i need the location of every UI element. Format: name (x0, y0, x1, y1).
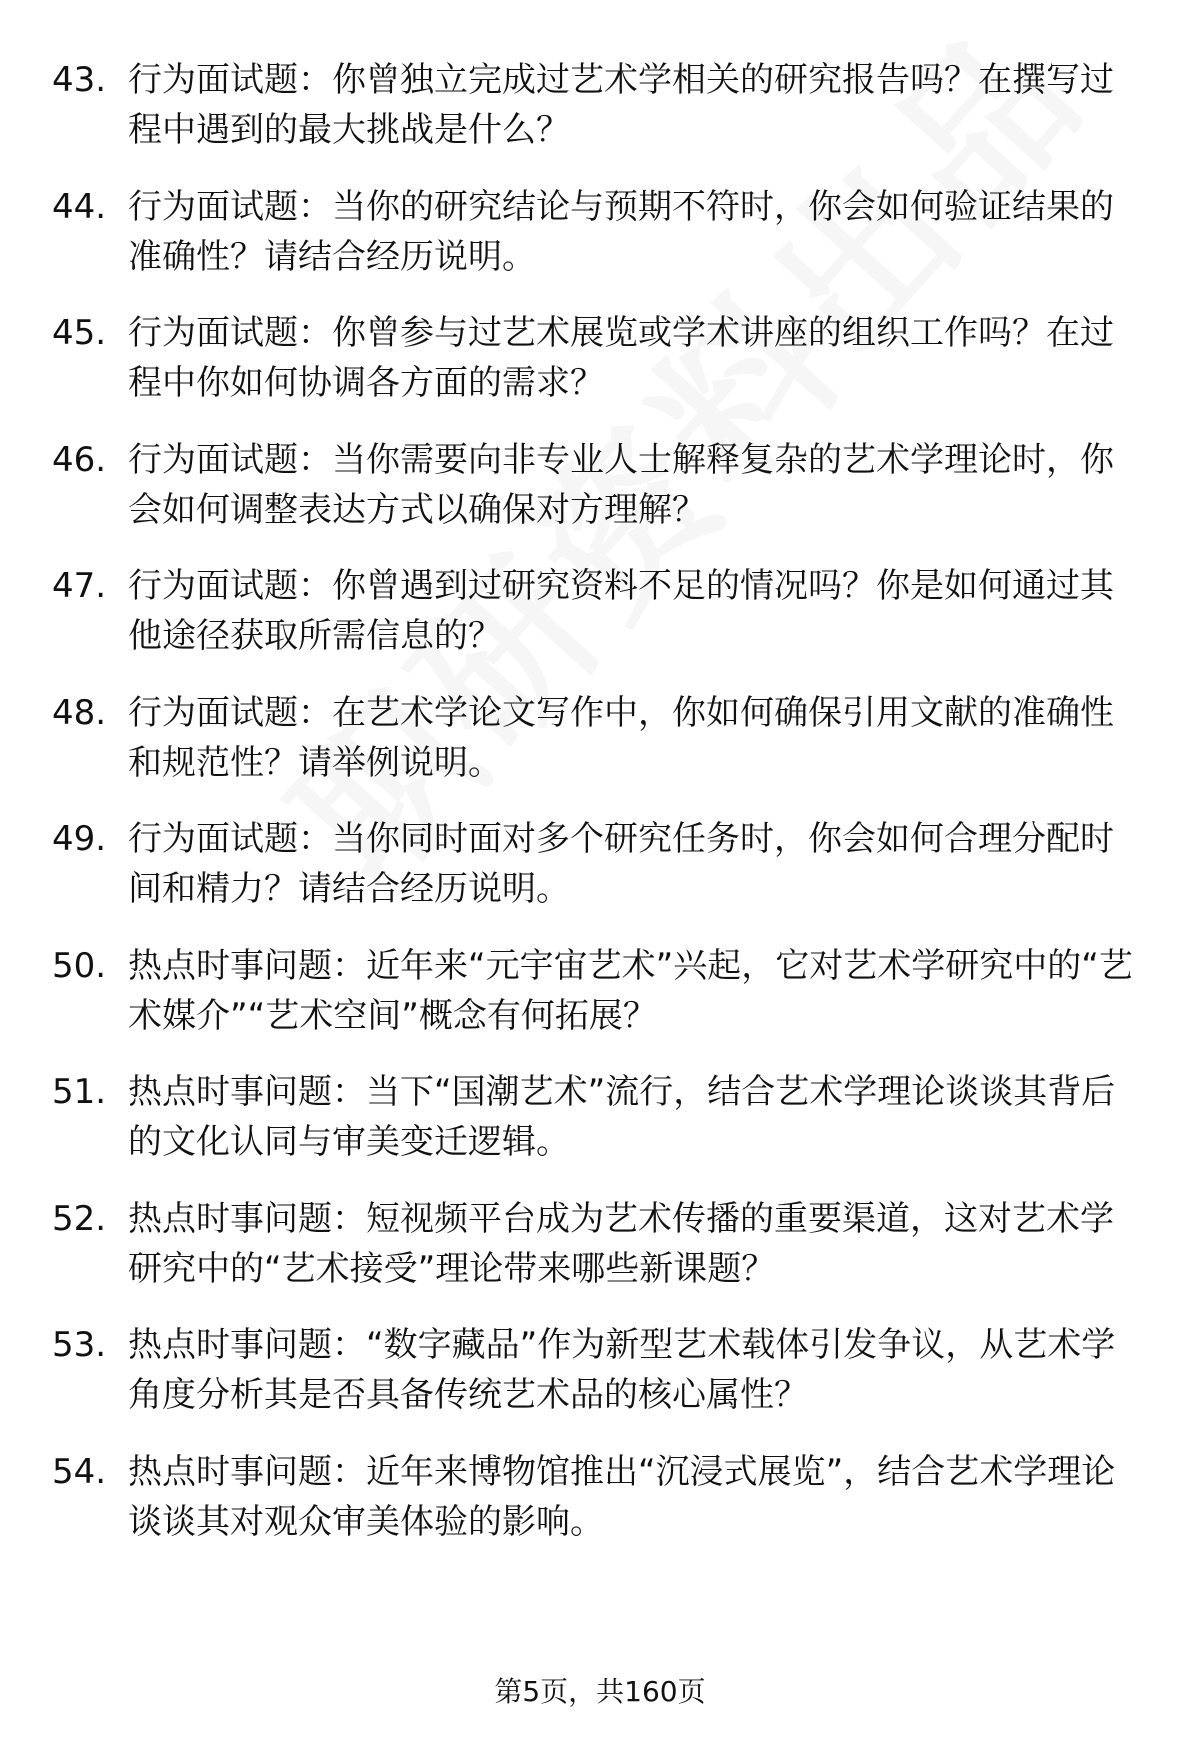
question-text: 行为面试题：你曾独立完成过艺术学相关的研究报告吗？在撰写过程中遇到的最大挑战是什么？ (128, 60, 1114, 150)
question-number: 51. (52, 1072, 107, 1112)
question-item (52, 688, 1152, 788)
question-item (52, 435, 1152, 535)
question-text: 行为面试题：你曾参与过艺术展览或学术讲座的组织工作吗？在过程中你如何协调各方面的需求？ (128, 313, 1114, 403)
question-text: 热点时事问题：近年来博物馆推出“沉浸式展览”，结合艺术学理论谈谈其对观众审美体验的影响。 (128, 1451, 1116, 1542)
question-number: 48. (52, 692, 107, 733)
question-item (52, 182, 1152, 282)
question-number: 53. (52, 1325, 107, 1365)
question-number: 54. (52, 1451, 107, 1492)
question-number: 45. (52, 313, 107, 353)
question-text: 热点时事问题：短视频平台成为艺术传播的重要渠道，这对艺术学研究中的“艺术接受”理论带来哪些新课题？ (128, 1198, 1114, 1289)
question-number: 46. (52, 439, 107, 480)
question-item (52, 308, 1152, 408)
page-footer: 第5页，共160页 (494, 1675, 706, 1708)
question-text: 热点时事问题：近年来“元宇宙艺术”兴起，它对艺术学研究中的“艺术媒介”“艺术空间”概念有何拓展？ (128, 945, 1133, 1036)
question-item (52, 1447, 1152, 1547)
question-number: 44. (52, 186, 107, 227)
question-text: 热点时事问题：当下“国潮艺术”流行，结合艺术学理论谈谈其背后的文化认同与审美变迁逻辑。 (128, 1072, 1116, 1162)
question-item (52, 55, 1152, 155)
question-item (52, 561, 1152, 661)
question-item (52, 814, 1152, 914)
question-text: 行为面试题：在艺术学论文写作中，你如何确保引用文献的准确性和规范性？请举例说明。 (128, 692, 1114, 783)
question-number: 50. (52, 945, 107, 986)
question-item (52, 1194, 1152, 1294)
question-text: 行为面试题：当你需要向非专业人士解释复杂的艺术学理论时，你会如何调整表达方式以确保对方理解？ (128, 439, 1114, 530)
question-number: 47. (52, 566, 107, 606)
question-number: 49. (52, 819, 107, 859)
question-text: 行为面试题：你曾遇到过研究资料不足的情况吗？你是如何通过其他途径获取所需信息的？ (128, 566, 1114, 656)
question-text: 行为面试题：当你的研究结论与预期不符时，你会如何验证结果的准确性？请结合经历说明。 (128, 186, 1114, 277)
question-number: 52. (52, 1198, 107, 1239)
question-item (52, 1320, 1152, 1420)
question-item (52, 1067, 1152, 1167)
question-text: 行为面试题：当你同时面对多个研究任务时，你会如何合理分配时间和精力？请结合经历说明。 (128, 819, 1114, 909)
question-number: 43. (52, 60, 107, 100)
question-list (52, 55, 1152, 1573)
question-text: 热点时事问题：“数字藏品”作为新型艺术载体引发争议，从艺术学角度分析其是否具备传统艺术品的核心属性？ (128, 1325, 1116, 1415)
question-item (52, 941, 1152, 1041)
